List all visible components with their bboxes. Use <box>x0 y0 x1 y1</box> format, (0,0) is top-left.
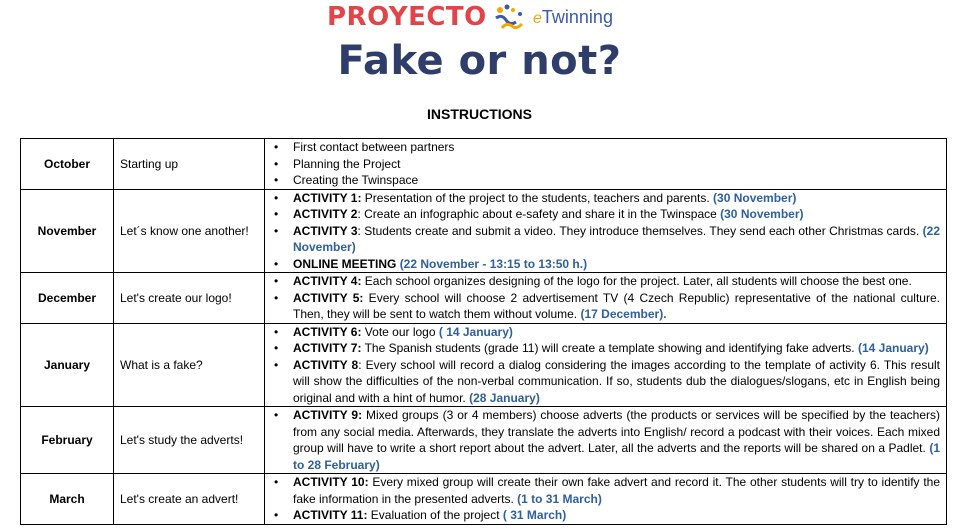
document-header <box>0 0 959 122</box>
activity-date: (22 November) <box>293 223 940 254</box>
activity-text: Every school will choose 2 advertisement TV (4 Czech Republic) representative of the national culture. Then, they will be sent to watch them without volume. <box>293 290 940 321</box>
activity-text: : Create an infographic about e-safety and share it in the Twinspace <box>357 207 721 221</box>
activity-text: Creating the Twinspace <box>293 173 419 187</box>
activity-item <box>269 474 940 507</box>
activity-item <box>269 290 940 323</box>
activity-text: : Every school will record a dialog considering the images according to the template of activity 6. This result will show the difficulties of the non-verbal communication. If so, students dub the dialogues/slogans, etc in English being original and with a hint of humor. <box>293 357 940 405</box>
month-cell: December <box>21 273 114 324</box>
activity-text: Vote our logo <box>361 324 439 339</box>
activity-label: ACTIVITY 5: <box>293 290 364 305</box>
activities-cell <box>265 407 947 474</box>
topic-cell: Let's create an advert! <box>114 474 265 525</box>
activity-text: Evaluation of the project <box>367 508 503 522</box>
activity-list <box>269 190 940 273</box>
activity-date: (30 November) <box>720 207 804 221</box>
topic-cell: Let's study the adverts! <box>114 407 265 474</box>
activity-date: ( 14 January) <box>438 324 513 339</box>
activity-label: ACTIVITY 9: <box>293 408 363 422</box>
month-cell: February <box>21 407 114 474</box>
activity-item <box>269 172 940 189</box>
etwinning-wordmark: eTwinning <box>533 7 613 27</box>
activity-item <box>269 273 940 290</box>
activity-list <box>269 324 940 407</box>
activity-label: ACTIVITY 11: <box>293 508 368 522</box>
plan-row <box>21 407 947 474</box>
activity-label: ACTIVITY 6: <box>293 324 362 339</box>
month-cell: January <box>21 323 114 407</box>
activity-label: ACTIVITY 10: <box>293 475 369 489</box>
activity-item <box>269 340 940 357</box>
activity-label: ACTIVITY 4: <box>293 274 362 288</box>
plan-row <box>21 139 947 190</box>
topic-cell: What is a fake? <box>114 323 265 407</box>
activity-date: (1 to 28 February) <box>293 441 940 472</box>
activity-list <box>269 273 940 323</box>
activity-text: Planning the Project <box>293 156 401 171</box>
plan-row <box>21 474 947 525</box>
activity-label: ONLINE MEETING <box>293 256 397 271</box>
activity-date: ( 31 March) <box>502 508 567 522</box>
activity-text: : Students create and submit a video. They introduce themselves. They send each other Christmas cards. <box>357 223 923 238</box>
activity-date: (30 November) <box>713 190 797 205</box>
instructions-heading: INSTRUCTIONS <box>427 106 532 122</box>
project-subtitle: Fake or not? <box>337 38 622 84</box>
activities-cell <box>265 323 947 407</box>
activity-label: ACTIVITY 2 <box>293 207 358 221</box>
activity-date: (17 December). <box>580 307 667 321</box>
activity-list <box>269 474 940 524</box>
activity-date: (1 to 31 March) <box>517 491 602 506</box>
activity-text: Each school organizes designing of the logo for the project. Later, all students will choose the best one. <box>361 274 912 288</box>
activity-text: Mixed groups (3 or 4 members) choose adverts (the products or services will be specified by the teachers) from any social media. Afterwards, they translate the adverts into English/ record a podcast with their voices. Each mixed group will have to write a short report about the advert. Later, all the adverts and the reports will be shared on a Padlet. <box>293 408 940 455</box>
activity-item <box>269 324 940 341</box>
plan-row <box>21 323 947 407</box>
activity-label: ACTIVITY 3 <box>293 223 358 238</box>
month-cell: November <box>21 189 114 273</box>
activity-date: (22 November - 13:15 to 13:50 h.) <box>399 256 588 271</box>
activity-plan-table <box>20 138 947 525</box>
activity-item <box>269 256 940 273</box>
activity-text: The Spanish students (grade 11) will create a template showing and identifying fake adverts. <box>361 341 858 355</box>
proyecto-title: PROYECTO <box>327 2 487 32</box>
activity-label: ACTIVITY 1: <box>293 190 362 205</box>
activity-item <box>269 206 940 223</box>
month-cell: March <box>21 474 114 525</box>
topic-cell: Let's create our logo! <box>114 273 265 324</box>
activity-list <box>269 407 940 473</box>
activities-cell <box>265 273 947 324</box>
activities-cell <box>265 474 947 525</box>
activity-label: ACTIVITY 8 <box>293 357 359 372</box>
activity-label: ACTIVITY 7: <box>293 341 362 355</box>
activity-item <box>269 223 940 256</box>
topic-cell: Let´s know one another! <box>114 189 265 273</box>
plan-row <box>21 273 947 324</box>
activity-item <box>269 357 940 407</box>
activity-list <box>269 139 940 189</box>
activity-item <box>269 139 940 156</box>
month-cell: October <box>21 139 114 190</box>
plan-row <box>21 189 947 273</box>
activity-text: First contact between partners <box>293 140 455 154</box>
activity-text: Presentation of the project to the students, teachers and parents. <box>361 190 714 205</box>
etwinning-logo-icon <box>492 2 532 34</box>
activity-date: (28 January) <box>469 390 540 405</box>
activity-date: (14 January) <box>857 341 929 355</box>
activity-item <box>269 407 940 473</box>
activities-cell <box>265 139 947 190</box>
activity-item <box>269 507 940 524</box>
activity-text: Every mixed group will create their own fake advert and record it. The other students will try to identify the fake information in the presented adverts. <box>293 475 940 506</box>
topic-cell: Starting up <box>114 139 265 190</box>
activity-item <box>269 190 940 207</box>
activity-item <box>269 156 940 173</box>
activities-cell <box>265 189 947 273</box>
